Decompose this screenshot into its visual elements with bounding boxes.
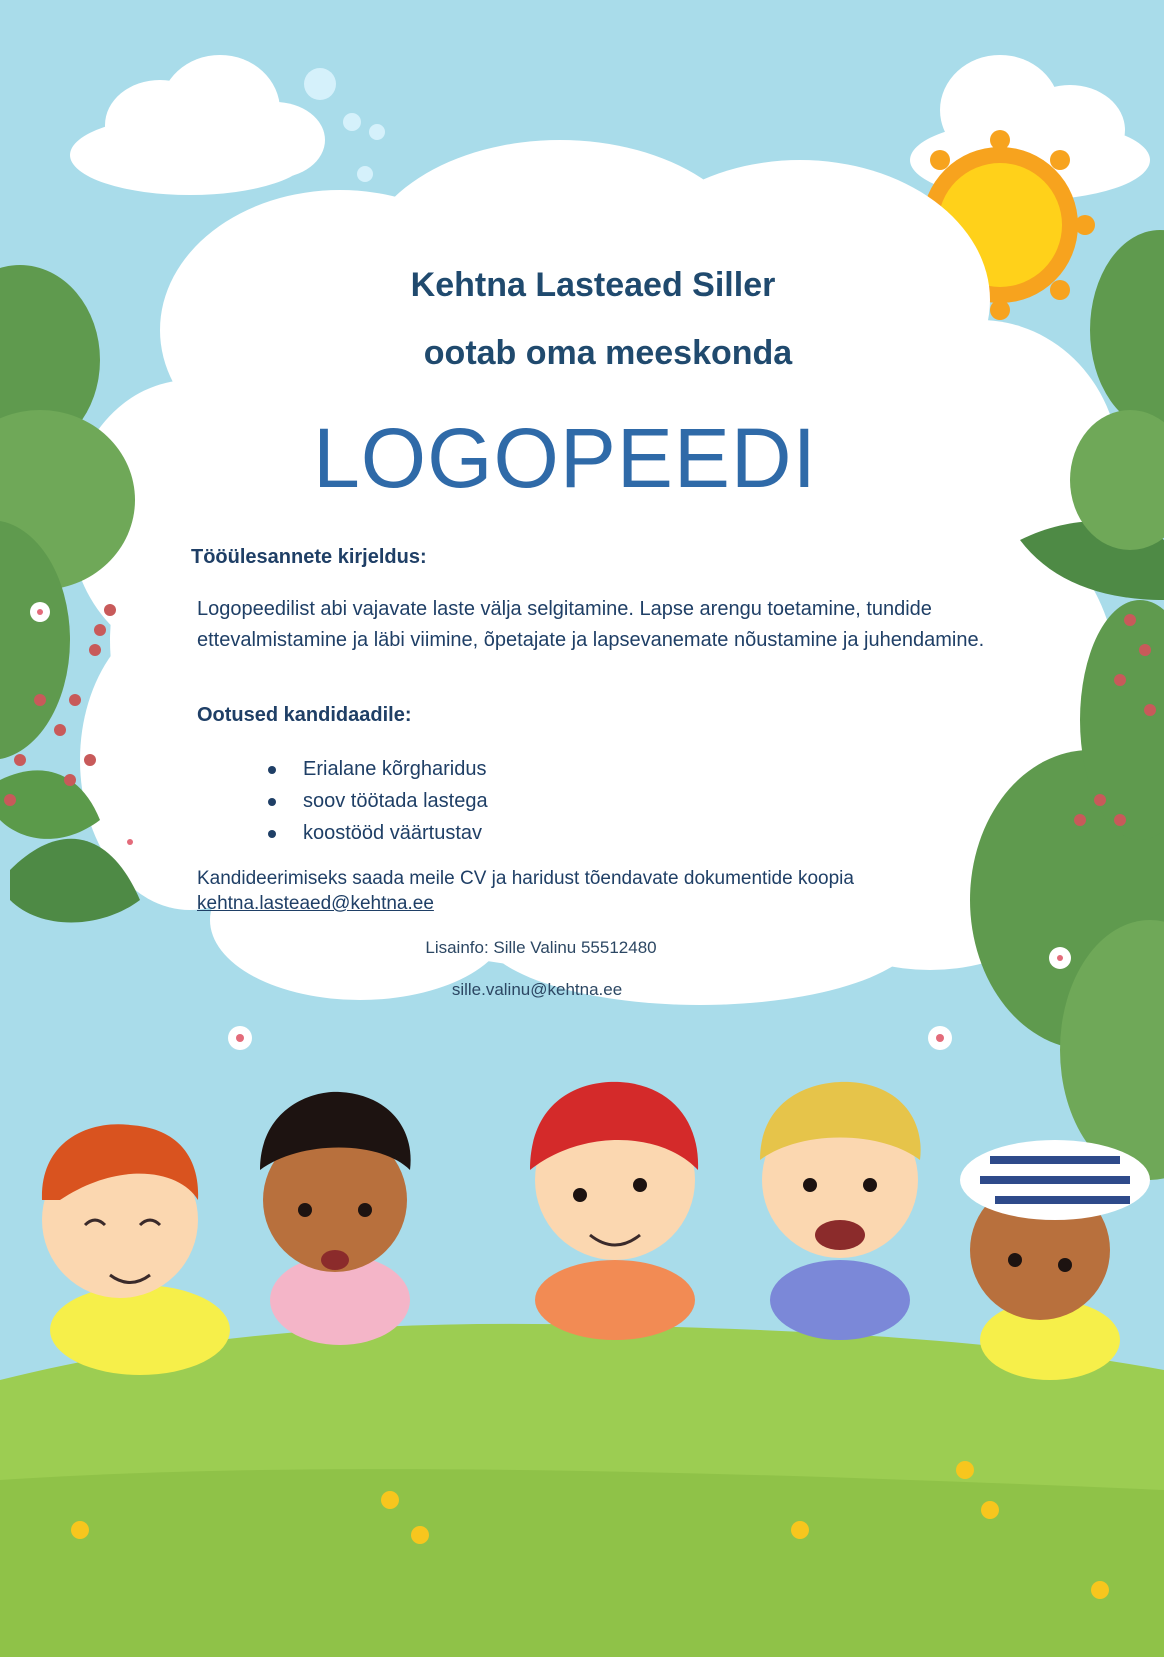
child-2 [260, 1092, 411, 1345]
grass-hill [0, 1324, 1164, 1657]
flower-icon [228, 1026, 252, 1050]
child-4 [760, 1082, 921, 1340]
expectations-list [265, 753, 488, 849]
duties-text: Logopeedilist abi vajavate laste välja selgitamine. Lapse arengu toetamine, tundide ettevalmistamine ja läbi viimine, õpetajate ja lapsevanemate nõustamine ja juhendamine. [197, 598, 985, 651]
list-item-label: soov töötada lastega [303, 790, 488, 812]
duties-heading: Tööülesannete kirjeldus: [191, 546, 427, 568]
list-item-label: Erialane kõrgharidus [303, 758, 487, 780]
expectations-heading: Ootused kandidaadile: [197, 704, 412, 726]
list-item [265, 753, 488, 785]
contact-email: sille.valinu@kehtna.ee [451, 980, 623, 999]
list-item [265, 817, 488, 849]
position-title: LOGOPEEDI [313, 411, 817, 505]
flower-icon [120, 832, 140, 852]
list-item [265, 785, 488, 817]
org-title: Kehtna Lasteaed Siller [410, 266, 776, 304]
flower-icon [30, 602, 50, 622]
bullet-icon [268, 766, 276, 774]
bullet-icon [268, 798, 276, 806]
contact-info: Lisainfo: Sille Valinu 55512480 [425, 938, 657, 957]
apply-text: Kandideerimiseks saada meile CV ja haridust tõendavate dokumentide koopia [197, 868, 854, 889]
bullet-icon [268, 830, 276, 838]
org-subtitle: ootab oma meeskonda [423, 334, 793, 372]
list-item-label: koostööd väärtustav [303, 822, 482, 844]
flower-icon [928, 1026, 952, 1050]
apply-email-link[interactable]: kehtna.lasteaed@kehtna.ee [197, 893, 434, 914]
child-3 [530, 1082, 698, 1340]
